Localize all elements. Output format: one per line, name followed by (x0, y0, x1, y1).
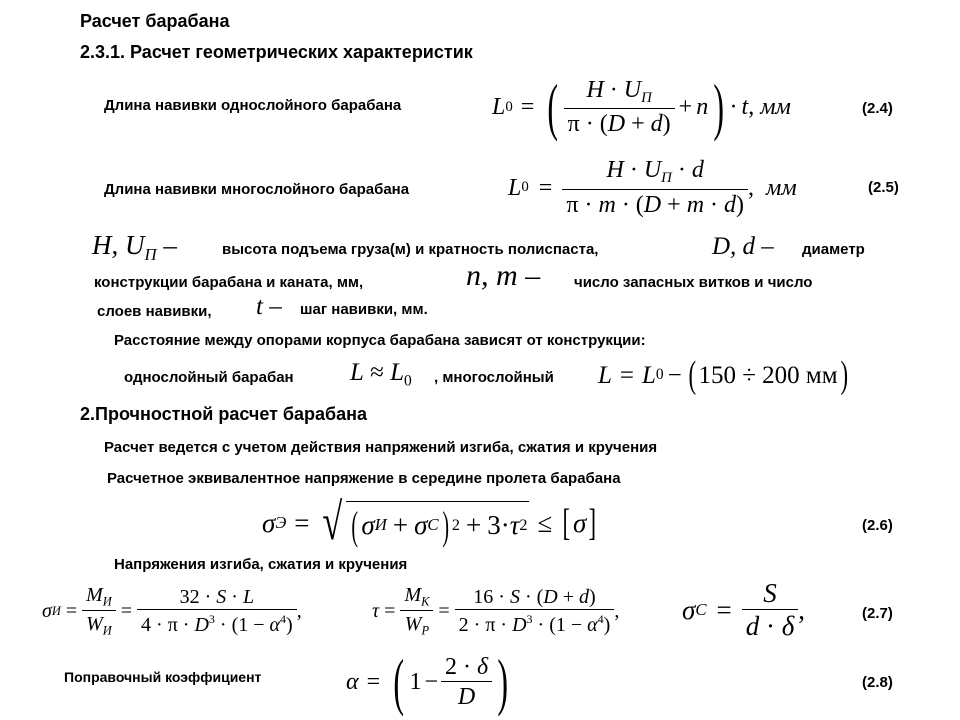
formula-symbol: d (745, 611, 760, 641)
formula-symbol: L (642, 361, 656, 389)
formula-symbol: α (269, 613, 281, 636)
formula-symbol: W (86, 613, 103, 635)
formula-symbol: σ (361, 510, 375, 540)
formula-unit: мм (760, 94, 791, 120)
formula-sub: Э (275, 512, 287, 532)
formula-symbol: σ (414, 510, 428, 540)
multi-drum-text: , многослойный (434, 369, 554, 386)
formula-symbol: D (643, 191, 662, 218)
def-symbol-hu: H, $U_П$ – (92, 230, 177, 264)
formula-eq: = (619, 361, 635, 389)
def-text-2a: конструкции барабана и каната, мм, (94, 274, 364, 291)
formula-sub: И (102, 623, 112, 638)
equation-number-2-6: (2.6) (862, 517, 893, 534)
formula-coef: 32 (179, 586, 200, 609)
def-text-2b: число запасных витков и число (574, 274, 813, 291)
formula-symbol: S (216, 586, 227, 609)
formula-eq: ≤ (537, 507, 553, 538)
formula-sigma-c: σ С = $\frac{S}{d \cdot \delta}$ , (682, 578, 806, 641)
formula-symbol: D (194, 613, 209, 636)
section2-heading: 2.Прочностной расчет барабана (80, 404, 368, 424)
formula-symbol: U (643, 157, 662, 184)
formula-sub: П (144, 244, 157, 264)
formula-symbol: m (686, 191, 705, 218)
def-symbol-t (256, 294, 282, 319)
formula-sub: С (695, 599, 707, 619)
formula-2-6: σ Э = √ ( σ И + σ С ) 2 + 3 · τ 2 ≤ [ σ ] (262, 494, 597, 551)
formula-eq: ≈ (370, 359, 384, 386)
equation-number-2-7: (2.7) (862, 605, 893, 622)
formula-symbol: m (598, 191, 616, 218)
formula-symbol: π (567, 111, 580, 138)
formula-sup: 4 (280, 612, 287, 627)
formula-sup: 2 (451, 516, 460, 535)
formula-tau: τ = $\frac{M_К}{W_Р}$ = $\frac{16 \cdot S \cdot (D + d)}{2 \cdot \pi \cdot D^3 \cdot (1 - \alpha^4)}$ , (372, 584, 620, 638)
formula-range: 150 ÷ 200 мм (698, 361, 838, 389)
formula-coef: 1 (409, 669, 422, 695)
formula-symbol: σ (262, 507, 276, 538)
formula-2-5: L 0 = $\frac{H \cdot U_П \cdot d}{\pi \cdot m \cdot (D + m \cdot d)}$ , мм (508, 157, 797, 218)
calc-desc-text: Расчет ведется с учетом действия напряжений изгиба, сжатия и кручения (104, 439, 658, 456)
formula-paren: ( (547, 71, 559, 142)
formula-symbol: M (404, 584, 422, 607)
def-text-1a: высота подъема груза(м) и кратность полиспаста, (222, 241, 599, 258)
single-drum-text: однослойный барабан (124, 369, 294, 386)
def-symbol-nm (466, 261, 540, 291)
formula-symbol: d (650, 111, 663, 138)
formula-symbol: δ (477, 654, 489, 680)
formula-symbol: σ (682, 594, 696, 625)
formula-single-drum (350, 360, 412, 389)
formula-coef: 4 (141, 613, 152, 636)
formula-multi-drum: L = L 0 − ( 150 ÷ 200 мм ) (598, 354, 848, 396)
formula-symbol: L (598, 361, 612, 389)
formula-symbol: n, m – (466, 259, 541, 292)
formula-eq: = (294, 507, 310, 538)
formula-sub: 0 (655, 366, 664, 384)
multi-layer-label: Длина навивки многослойного барабана (104, 181, 410, 198)
distance-text: Расстояние между опорами корпуса барабана зависят от конструкции: (114, 332, 646, 349)
formula-coef: 1 (238, 613, 249, 636)
formula-symbol: U (623, 76, 642, 103)
formula-symbol: d (691, 157, 704, 184)
formula-symbol: τ (509, 510, 520, 540)
formula-sup: 3 (208, 612, 215, 627)
formula-symbol: d (579, 586, 590, 609)
formula-symbol: π (167, 613, 178, 636)
formula-sup: 3 (526, 612, 533, 627)
formula-coef: 16 (473, 586, 494, 609)
formula-sub: 0 (404, 372, 412, 390)
formula-paren: ) (713, 71, 725, 142)
formula-symbol: δ (781, 611, 795, 641)
formula-symbol: H, U (92, 230, 145, 260)
equiv-stress-text: Расчетное эквивалентное напряжение в середине пролета барабана (107, 470, 621, 487)
formula-symbol: t (741, 94, 749, 120)
formula-sub: П (641, 90, 652, 107)
formula-fraction: $\frac{H \cdot U_П \cdot d}{\pi \cdot m \cdot (D + m \cdot d)}$ (562, 158, 748, 216)
formula-sub: И (51, 603, 61, 618)
stresses-text: Напряжения изгиба, сжатия и кручения (114, 556, 408, 573)
formula-sub: П (661, 170, 672, 187)
formula-symbol: σ (572, 507, 587, 538)
formula-coef: 2 (458, 613, 469, 636)
formula-coef: 2 (445, 654, 458, 680)
correction-text: Поправочный коэффициент (64, 669, 262, 685)
equation-number-2-8: (2.8) (862, 674, 893, 691)
formula-sub: С (427, 515, 439, 535)
formula-sup: 2 (519, 516, 528, 535)
def-text-3b: шаг навивки, мм. (300, 301, 428, 318)
formula-fraction: $\frac{H \cdot U_П}{\pi \cdot (D + d)}$ (564, 78, 675, 136)
formula-symbol: H (586, 76, 604, 103)
section-heading: 2.3.1. Расчет геометрических характеристик (80, 42, 473, 62)
formula-sigma-i: σ И = $\frac{M_И}{W_И}$ = $\frac{32 \cdot S \cdot L}{4 \cdot \pi \cdot D^3 \cdot (1 - \alpha^4)}$ , (42, 584, 302, 638)
formula-sub: 0 (505, 98, 513, 115)
def-symbol-dd (712, 234, 774, 259)
page-title: Расчет барабана (80, 11, 230, 31)
formula-eq: = (538, 174, 553, 201)
single-layer-label: Длина навивки однослойного барабана (104, 97, 402, 114)
equation-number-2-5: (2.5) (868, 179, 899, 196)
formula-symbol: L (350, 359, 364, 386)
formula-symbol: d (724, 191, 737, 218)
formula-sub: Р (421, 623, 430, 638)
formula-sub: И (102, 594, 112, 609)
formula-symbol: α (587, 613, 598, 636)
formula-unit: мм (766, 174, 797, 201)
formula-symbol: D (457, 684, 476, 710)
formula-symbol: S (763, 578, 777, 608)
formula-symbol: D, d – (712, 233, 774, 260)
formula-symbol: t – (256, 293, 282, 320)
formula-symbol: L (242, 586, 255, 609)
formula-symbol: σ (42, 600, 52, 622)
formula-sub: И (374, 515, 387, 535)
formula-eq: = (520, 94, 535, 120)
formula-sup: 4 (597, 612, 604, 627)
formula-symbol: H (606, 157, 624, 184)
formula-symbol: π (485, 613, 496, 636)
formula-symbol: M (86, 584, 103, 607)
formula-2-4: L 0 = ( $\frac{H \cdot U_П}{\pi \cdot (D + d)}$ + n ) · t , мм (492, 71, 791, 142)
formula-symbol: α (346, 669, 359, 695)
formula-symbol: L (390, 359, 405, 386)
formula-2-8: α = ( 1 − $\frac{2 \cdot \delta}{D}$ ) (346, 646, 509, 717)
formula-symbol: D (607, 111, 626, 138)
formula-symbol: D (543, 586, 558, 609)
formula-symbol: π (566, 191, 579, 218)
formula-symbol: W (404, 613, 422, 635)
def-text-3a: слоев навивки, (97, 303, 212, 320)
equation-number-2-4: (2.4) (862, 100, 893, 117)
formula-coef: 1 (555, 613, 566, 636)
formula-coef: 3 (487, 510, 501, 540)
formula-sub: К (421, 594, 430, 609)
formula-symbol: n (696, 94, 709, 120)
formula-symbol: L (492, 94, 506, 120)
formula-symbol: L (508, 174, 522, 201)
formula-sub: 0 (521, 179, 529, 196)
def-text-1b: диаметр (802, 241, 865, 258)
formula-symbol: S (509, 586, 520, 609)
formula-symbol: D (512, 613, 527, 636)
formula-symbol: τ (372, 600, 380, 622)
